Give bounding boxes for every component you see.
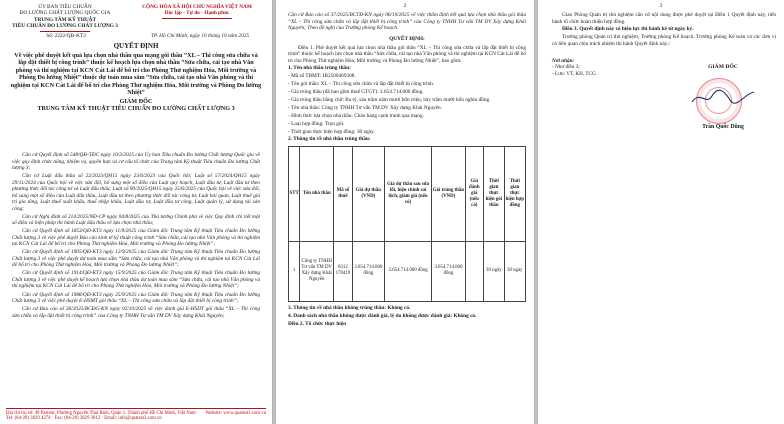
section-4: 4. Danh sách nhà thầu không được đánh giá, lý do không được đánh giá: Không có. [288,312,477,319]
divider [162,18,232,19]
table-header: Giá đánh giá (nếu có) [465,146,484,241]
page-number: 3 [659,3,663,9]
table-cell: 30 ngày [484,241,505,301]
basis-paragraph: Căn cứ Nghị định số 214/2025/NĐ-CP ngày 04/8/2025 của Thủ tướng Chính phủ về việc Quy định chi tiết một số điều và biện pháp thi hành Luật đấu thầu về lựa chọn nhà thầu; [12,213,260,227]
page-number: 2 [403,3,407,9]
decision-title: QUYẾT ĐỊNH [113,42,159,50]
table-header: STT [289,146,300,241]
signer-title: GIÁM ĐỐC [708,64,738,70]
table-cell [465,241,484,301]
table-cell: 1 [289,241,300,301]
page-2 [276,0,534,424]
article-2: Điều 2. Tổ chức thực hiện [288,320,347,327]
recipient-item: - Lưu: VT, KH, TCG. [552,70,598,77]
closing-paragraph: Trưởng phòng Quản trị thủ nghiệm, Trưởng phòng Kế hoạch, Trưởng phòng Kế toán và các đơn vị có liên quan chịu trách nhiệm thi hành Quyết định này./. [552,34,776,47]
table-header: Thời gian thực hiện gói thầu [484,146,505,241]
table-cell: 3.654.714.000 đồng [432,241,465,301]
closing-paragraph: Giao Phòng Quản trị thủ nghiệm căn cứ nội dung được phê duyệt tại Điều 1 Quyết định này, tiến hành tổ chức hoàn thiện hợp đồng. [552,12,776,25]
section-3: 3. Thông tin về nhà thầu không trúng thầu: Không có. [288,304,411,311]
list-item: - Thời gian thực hiện hợp đồng: 30 ngày. [288,128,375,135]
signer-name: Trần Quốc Dũng [702,124,744,130]
recipient-item: - Như điều 3; [552,64,580,71]
legal-basis [12,152,260,321]
section-2-title: 2. Thông tin về nhà thầu trúng thầu: [288,136,371,143]
winning-bidder-table [288,146,526,302]
issuer-line-3: TRUNG TÂM KỸ THUẬT [33,16,97,23]
decision-subject: Về việc phê duyệt kết quả lựa chọn nhà thầu qua mạng gói thầu “XL – Thi công sửa chữa và lắp đặt thiết bị công trình” thuộc kế hoạch lựa chọn nhà thầu “Sửa chữa, cải tạo nhà Văn phòng và thí nghiệm tại KCN Cát Lái để bố trí cho Phòng Thử nghiệm Hóa, Môi trường và Phòng Đo lường Nhiệt” thuộc dự toán mua sắm “Sửa chữa, cải tạo nhà Văn phòng và thí nghiệm tại KCN Cát Lái để bố trí cho Phòng Thử nghiệm Hóa, Môi trường và Phòng Đo lường Nhiệt” [10,51,262,96]
recipients-label: Nơi nhận: [552,58,575,64]
table-header: Giá trúng thầu (VND) [432,146,465,241]
issuer-header [6,4,124,32]
decision-title-block [10,43,262,113]
page-3 [538,0,784,424]
document-number: Số: 2222/QĐ-KT3 [46,33,86,39]
basis-paragraph: Căn cứ Quyết định số 548/QĐ-TĐC ngày 10/3/2025 của Ủy ban Tiêu chuẩn Đo lường Chất lượng Quốc gia về việc quy định chức năng, nhiệm vụ, quyền hạn và cơ cấu tổ chức của Trung tâm Kỹ thuật Tiêu chuẩn Đo lường Chất lượng 3; [12,152,260,171]
recipients-block [552,58,662,77]
nation-line-2: Độc lập - Tự do - Hạnh phúc [164,10,230,17]
article-1: Điều 1. Phê duyệt kết quả lựa chọn nhà thầu gói thầu “XL – Thi công sửa chữa và lắp đặt thiết bị công trình” thuộc kế hoạch lựa chọn nhà thầu “Sửa chữa, cải tạo nhà Văn phòng và thí nghiệm tại KCN Cát Lái để bố trí cho Phòng Thử nghiệm Hóa, Môi trường và Phòng Đo lường Nhiệt”, bao gồm: [288,44,526,64]
authority-name: TRUNG TÂM KỸ THUẬT TIÊU CHUẨN ĐO LƯỜNG CHẤT LƯỢNG 3 [37,105,235,112]
table-cell: 30 ngày [504,241,525,301]
list-item: - Tên nhà thầu: Công ty TNHH Tư vấn TM DV Xây dựng Khải Nguyên. [288,104,442,111]
nation-line-1: CỘNG HÒA XÃ HỘI CHỦ NGHĨA VIỆT NAM [142,4,252,10]
list-item: - Mã số TBMT: IB2500469308. [288,73,356,80]
footer-address: Địa chỉ trụ sở: 49 Pasteur, Phường Nguyễn Thái Bình, Quận 1, Thành phố Hồ Chí Minh, Việt Nam [6,411,196,416]
table-header-row [289,146,526,241]
table-cell: 0312 170419 [334,241,353,301]
basis-paragraph: Căn cứ Luật đấu thầu số 22/2023/QH15 ngày 23/6/2023 của Quốc hội; Luật số 57/2024/QH15 ngày 29/11/2024 của Quốc hội về việc sửa đổi, bổ sung một số điều của Luật quy hoạch, Luật đầu tư, Luật đầu tư theo phương thức đối tác công tư và Luật đấu thầu; Luật số 90/2025/QH15 ngày 25/6/2025 của Quốc hội về việc sửa đổi, bổ sung một số điều của Luật đấu thầu, Luật đầu tư theo phương thức đối tác công tư, Luật hải quan, Luật thuế giá trị gia tăng, Luật thuế xuất khẩu, thuế nhập khẩu, Luật đầu tư, Luật đầu tư công, Luật quản lý, sử dụng tài sản công; [12,173,261,212]
page-1 [0,0,272,424]
list-item: - Giá trúng thầu (đã bao gồm thuế GTGT): 3.654.714.000 đồng. [288,89,424,96]
table-header: Thời gian thực hiện hợp đồng [504,146,525,241]
basis-paragraph: Căn cứ Quyết định số 1905/QĐ-KT3 ngày 12/9/2025 của Giám đốc Trung tâm Kỹ thuật Tiêu chuẩn Đo lường Chất lượng 3 về việc phê duyệt dự toán mua sắm “Sửa chữa, cải tạo nhà Văn phòng và thí nghiệm tại KCN Cát Lái để bố trí cho Phòng Thử nghiệm Hóa, Môi trường và Phòng Đo lường Nhiệt”; [12,249,260,269]
issuer-line-1: ỦY BAN TIÊU CHUẨN [38,4,92,10]
final-basis: Căn cứ Báo cáo số 37/2025/BCTĐ-KN ngày 06/10/2025 về việc thẩm định kết quả lựa chọn nhà thầu gói thầu “XL – Thi công sửa chữa và lắp đặt thiết bị công trình” của Công ty TNHH Tư vấn TM DV Xây dựng Khải Nguyên; Theo đề nghị của Trưởng phòng Kế hoạch. [288,12,526,31]
decision-heading: QUYẾT ĐỊNH: [389,36,425,42]
basis-paragraph: Căn cứ Quyết định số 1853/QĐ-KT3 ngày 11/9/2025 của Giám đốc Trung tâm Kỹ thuật Tiêu chuẩn Đo lường Chất lượng 3 về việc phê duyệt Báo cáo kinh tế kỹ thuật công trình “Sửa chữa, cải tạo nhà Văn phòng và thí nghiệm tại KCN Cát Lái để bố trí cho Phòng Thử nghiệm Hóa, Môi trường và Phòng Đo lường Nhiệt”; [12,228,260,248]
table-header: Mã số thuế [334,146,353,241]
issuer-line-4: TIÊU CHUẨN ĐO LƯỜNG CHẤT LƯỢNG 3 [12,23,118,30]
basis-paragraph: Căn cứ Báo cáo số 36/2025/BCĐG-KN ngày 02/10/2025 về việc đánh giá E-HSDT gói thầu “XL – Thi công sửa chữa và lắp đặt thiết bị công trình” của Công ty TNHH Tư vấn TM DV Xây dựng Khải Nguyên; [12,306,260,319]
nation-header [124,4,270,19]
divider [40,31,90,32]
list-item: - Tên gói thầu: XL – Thi công sửa chữa và lắp đặt thiết bị công trình. [288,81,435,88]
document-date: TP. Hồ Chí Minh, ngày 10 tháng 10 năm 2025 [150,33,250,39]
table-cell: Công ty TNHH Tư vấn TM DV Xây dựng Khải Nguyên [300,241,334,301]
footer-contact: Tel: (84-28) 3829 4274 · Fax: (84-28) 3829 3012 · Email: info@quatest3.com.vn [6,416,162,421]
table-header: Tên nhà thầu [300,146,334,241]
table-cell: 3.654.714.000 đồng [384,241,431,301]
table-header: Giá dự thầu sau sửa lỗi, hiệu chỉnh sai lệch, giảm giá (nếu có) [384,146,431,241]
table-row [289,241,526,301]
table-header: Giá dự thầu (VND) [352,146,384,241]
list-item: - Giá trúng thầu bằng chữ: Ba tỷ, sáu trăm năm mươi bốn triệu, bảy trăm mười bốn nghìn đồng. [288,96,491,103]
page-footer [6,408,266,421]
basis-paragraph: Căn cứ Quyết định số 1988/QĐ-KT3 ngày 25/9/2025 của Giám đốc Trung tâm Kỹ thuật Tiêu chuẩn Đo lường Chất lượng 3 về việc phê duyệt E-HSMT gói thầu “XL – Thi công sửa chữa và lắp đặt thiết bị công trình”; [12,291,260,305]
closing-body [552,12,776,49]
decision-body [288,34,526,329]
list-item: - Hình thức lựa chọn nhà thầu: Chào hàng cạnh tranh qua mạng. [288,112,424,119]
table-cell: 3.654.714.000 đồng [352,241,384,301]
authority-title: GIÁM ĐỐC [119,97,153,105]
issuer-line-2: ĐO LƯỜNG CHẤT LƯỢNG QUỐC GIA [19,10,111,17]
footer-website: Website: www.quatest3.com.vn [205,411,266,416]
signature-image [688,86,758,108]
basis-paragraph: Căn cứ Quyết định số 1914/QĐ-KT3 ngày 15/9/2025 của Giám đốc Trung tâm Kỹ thuật Tiêu chuẩn Đo lường Chất lượng 3 về việc phê duyệt kế hoạch lựa chọn nhà thầu dự toán mua sắm “Sửa chữa, cải tạo nhà Văn phòng và thí nghiệm tại KCN Cát Lái để bố trí cho Phòng Thử nghiệm Hóa, Môi trường và Phòng Đo lường Nhiệt”; [12,270,260,290]
article-3: Điều 3. Quyết định này có hiệu lực thi hành kể từ ngày ký. [562,26,694,33]
list-item: - Loại hợp đồng: Trọn gói. [288,120,345,127]
section-1-title: 1. Tên nhà thầu trúng thầu: [288,65,351,72]
